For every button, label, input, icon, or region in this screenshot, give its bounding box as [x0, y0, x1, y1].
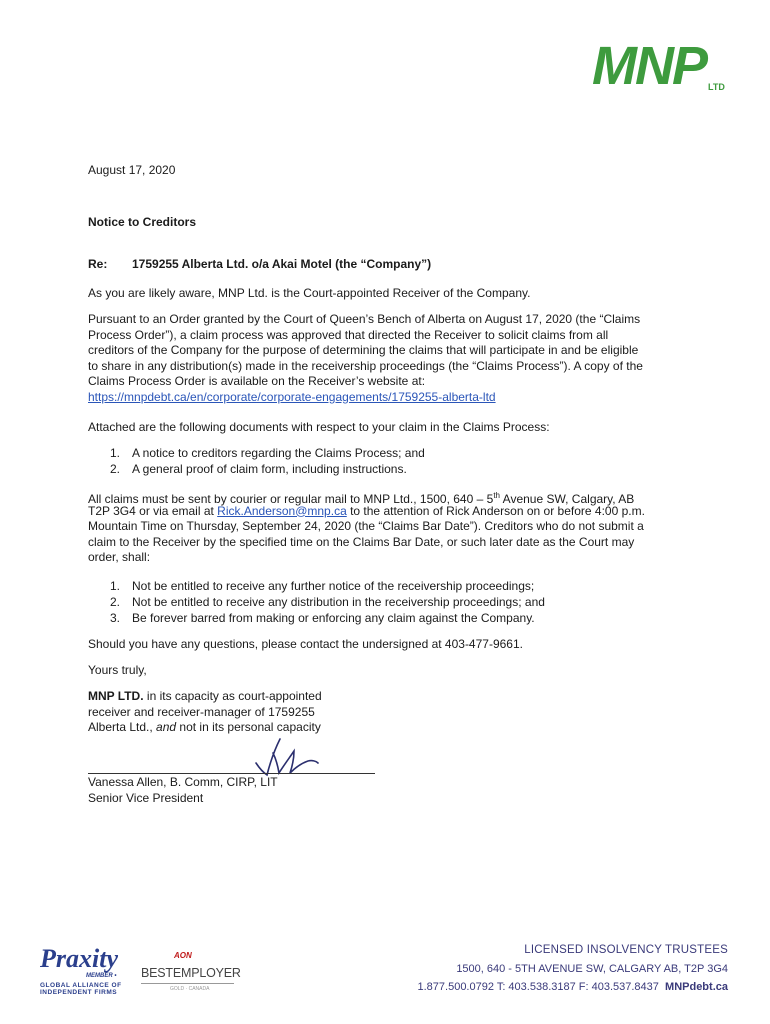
paragraph-claims-line-2 — [88, 504, 645, 520]
best-employer-divider — [141, 983, 234, 984]
list1-number-2: 2. — [110, 462, 121, 476]
praxity-alliance-line-1: GLOBAL ALLIANCE OF — [40, 982, 122, 989]
praxity-alliance-line-2: INDEPENDENT FIRMS — [40, 989, 118, 996]
signature-line — [88, 773, 375, 774]
paragraph-claims-line-5: order, shall: — [88, 550, 151, 564]
signatory-line-3-post: not in its personal capacity — [176, 720, 321, 734]
letter-date: August 17, 2020 — [88, 163, 176, 177]
paragraph-order-line-5: Claims Process Order is available on the Receiver’s website at: — [88, 374, 426, 388]
list2-item-3: Be forever barred from making or enforcing any claim against the Company. — [132, 611, 535, 625]
claims-line-1-text: All claims must be sent by courier or regular mail to MNP Ltd., 1500, 640 – 5 — [88, 492, 494, 506]
footer-contact — [418, 981, 729, 993]
signatory-firm: MNP LTD. — [88, 689, 144, 703]
paragraph-order-line-3: creditors of the Company for the purpose of determining the claims that will participate in and be eligible — [88, 343, 639, 357]
signatory-line-1 — [88, 689, 322, 705]
list2-number-1: 1. — [110, 579, 121, 593]
logo-brand: MNP — [592, 36, 706, 96]
praxity-member: MEMBER • — [86, 973, 117, 979]
list1-number-1: 1. — [110, 446, 121, 460]
paragraph-order-line-2: Process Order”), a claim process was approved that directed the Receiver to solicit claims from all — [88, 327, 609, 342]
list2-number-2: 2. — [110, 595, 121, 609]
claims-line-2-pre: T2P 3G4 or via email at — [88, 503, 218, 518]
letter-subject: Notice to Creditors — [88, 215, 197, 229]
claims-line-1-end: Avenue SW, Calgary, AB — [499, 492, 635, 506]
paragraph-attached: Attached are the following documents with respect to your claim in the Claims Process: — [88, 420, 550, 434]
mnp-logo — [592, 36, 732, 96]
paragraph-receiver: As you are likely aware, MNP Ltd. is the Court-appointed Receiver of the Company. — [88, 286, 531, 300]
paragraph-claims-line-3: Mountain Time on Thursday, September 24, 2020 (the “Claims Bar Date”). Creditors who do not submit a — [88, 519, 644, 533]
signatory-line-2: receiver and receiver-manager of 1759255 — [88, 704, 315, 719]
aon-logo: AON — [174, 951, 192, 960]
list1-item-2: A general proof of claim form, including instructions. — [132, 462, 407, 476]
claims-line-2-post: to the attention of Rick Anderson on or before 4:00 p.m. — [346, 503, 645, 518]
praxity-word: Praxity — [40, 944, 118, 973]
paragraph-questions: Should you have any questions, please contact the undersigned at 403-477-9661. — [88, 637, 523, 651]
re-label: Re: — [88, 257, 108, 271]
email-link[interactable]: Rick.Anderson@mnp.ca — [217, 503, 347, 518]
signatory-line-1-rest: in its capacity as court-appointed — [143, 689, 322, 703]
paragraph-order-line-1: Pursuant to an Order granted by the Court of Queen’s Bench of Alberta on August 17, 2020 (the “Claims — [88, 312, 641, 326]
list2-item-1: Not be entitled to receive any further notice of the receivership proceedings; — [132, 579, 535, 593]
list2-item-2: Not be entitled to receive any distribution in the receivership proceedings; and — [132, 595, 545, 609]
footer-address: 1500, 640 - 5TH AVENUE SW, CALGARY AB, T2P 3G4 — [456, 963, 728, 975]
signatory-line-3-pre: Alberta Ltd., — [88, 720, 157, 734]
signatory-name: Vanessa Allen, B. Comm, CIRP, LIT — [88, 775, 278, 789]
list2-number-3: 3. — [110, 611, 121, 625]
footer-phone-numbers: 1.877.500.0792 T: 403.538.3187 F: 403.537.8437 — [417, 981, 659, 993]
paragraph-claims-line-4: claim to the Receiver by the specified time on the Claims Bar Date, or such later date as the Court may — [88, 534, 635, 549]
claims-superscript: th — [493, 491, 500, 500]
signatory-title: Senior Vice President — [88, 790, 204, 805]
praxity-logo — [40, 944, 130, 1004]
receiver-website-link[interactable]: https://mnpdebt.ca/en/corporate/corporate-engagements/1759255-alberta-ltd — [88, 389, 496, 404]
logo-suffix: LTD — [708, 82, 725, 92]
paragraph-order-line-4: to share in any distribution(s) made in the receivership proceedings (the “Claims Process”). A copy of the — [88, 358, 643, 373]
list1-item-1: A notice to creditors regarding the Claims Process; and — [132, 446, 425, 460]
best-employer-logo: BESTEMPLOYER — [141, 966, 241, 980]
signatory-line-3-em: and — [156, 720, 177, 734]
praxity-alliance — [40, 982, 122, 996]
footer-website[interactable]: MNPdebt.ca — [665, 981, 728, 993]
footer-licensed-trustees: LICENSED INSOLVENCY TRUSTEES — [524, 944, 728, 956]
re-text: 1759255 Alberta Ltd. o/a Akai Motel (the “Company”) — [132, 257, 432, 271]
best-employer-sub: GOLD · CANADA — [170, 986, 210, 992]
closing: Yours truly, — [88, 663, 147, 677]
